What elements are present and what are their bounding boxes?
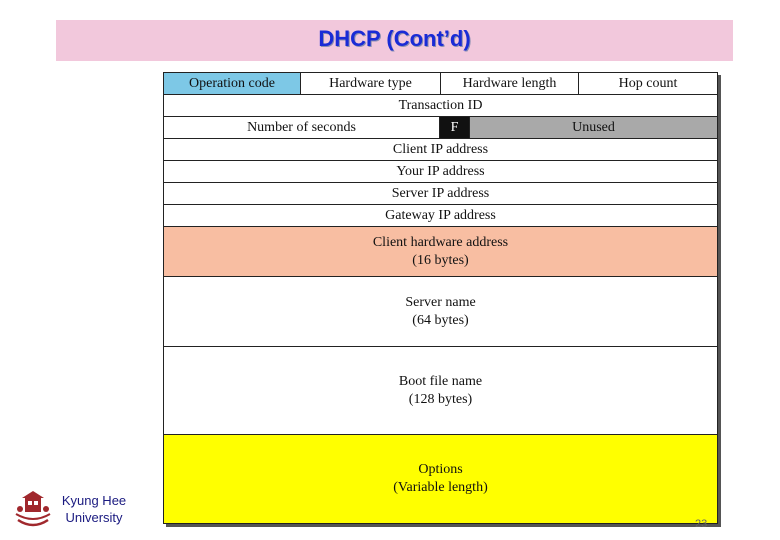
university-name xyxy=(54,492,134,526)
field-your-ip-address: Your IP address xyxy=(164,161,717,183)
university-line-2: University xyxy=(65,510,123,525)
field-gateway-ip-address: Gateway IP address xyxy=(164,205,717,227)
field-client-ip-address: Client IP address xyxy=(164,139,717,161)
field-options xyxy=(164,435,717,523)
field-client-hardware-address xyxy=(164,227,717,277)
boot-file-label: Boot file name xyxy=(398,373,483,389)
field-hardware-type: Hardware type xyxy=(301,73,441,94)
university-logo-icon xyxy=(12,490,54,528)
field-unused: Unused xyxy=(470,117,717,138)
field-hop-count: Hop count xyxy=(618,75,678,91)
field-server-name xyxy=(164,277,717,347)
boot-file-size: (128 bytes) xyxy=(408,391,473,407)
client-hw-size: (16 bytes) xyxy=(412,252,469,268)
title-bar xyxy=(56,20,733,61)
row-header-fields xyxy=(164,73,717,95)
field-boot-file-name xyxy=(164,347,717,435)
slide-title: DHCP (Cont’d) xyxy=(318,26,471,51)
options-size: (Variable length) xyxy=(393,480,488,495)
server-name-size: (64 bytes) xyxy=(412,312,469,328)
field-server-ip-address: Server IP address xyxy=(164,183,717,205)
server-name-label: Server name xyxy=(405,294,476,310)
field-hardware-length: Hardware length xyxy=(441,73,579,94)
field-number-of-seconds: Number of seconds xyxy=(164,117,440,138)
row-seconds-flags xyxy=(164,117,717,139)
client-hw-label: Client hardware address xyxy=(372,234,509,250)
options-label: Options xyxy=(418,462,463,477)
field-transaction-id: Transaction ID xyxy=(164,95,717,117)
field-operation-code: Operation code xyxy=(164,73,301,94)
page-number: 23 xyxy=(695,518,708,530)
field-flag: F xyxy=(440,117,470,138)
dhcp-packet-format-diagram xyxy=(163,72,718,524)
university-line-1: Kyung Hee xyxy=(61,493,127,508)
